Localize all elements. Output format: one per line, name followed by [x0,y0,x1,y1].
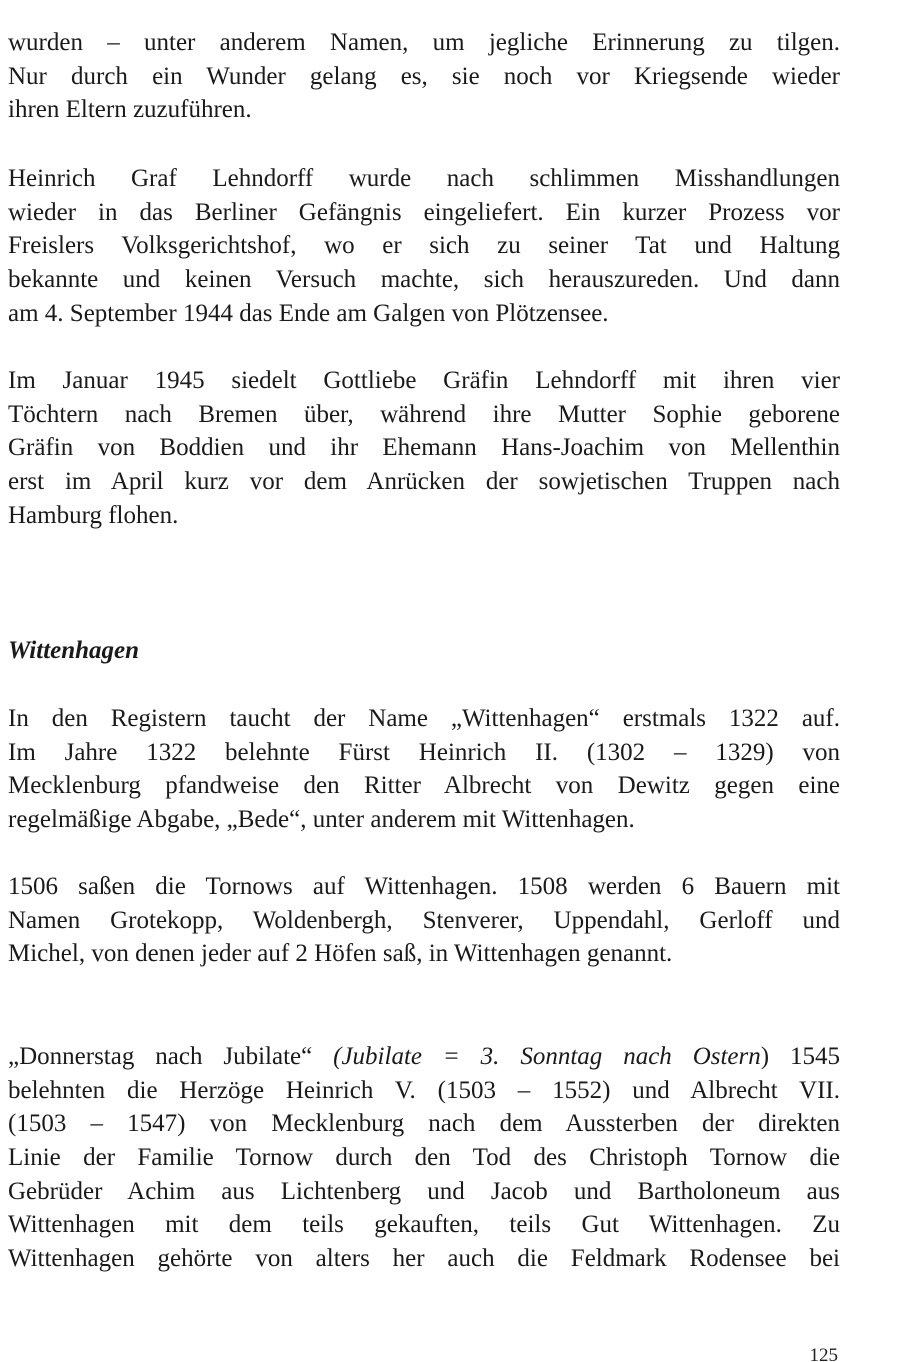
text-line: (1503 – 1547) von Mecklenburg nach dem Aussterben der direkten [8,1110,840,1138]
text-line: Namen Grotekopp, Woldenbergh, Stenverer, Uppendahl, Gerloff und [8,906,840,934]
text-line: Michel, von denen jeder auf 2 Höfen saß, in Wittenhagen genannt. [8,940,673,968]
text-line: Gebrüder Achim aus Lichtenberg und Jacob und Bartholoneum aus [8,1177,840,1205]
italic-note: (Jubilate = 3. Sonntag nach Ostern [333,1043,761,1070]
text-line [8,1040,840,1074]
text-line: ihren Eltern zuzuführen. [8,96,252,124]
paragraph-2 [8,162,840,330]
section-paragraph-1 [8,702,840,837]
paragraph-1 [8,26,840,127]
text-line: Im Januar 1945 siedelt Gottliebe Gräfin Lehndorff mit ihren vier [8,367,840,394]
paragraph-3 [8,364,840,532]
text-line: am 4. September 1944 das Ende am Galgen von Plötzensee. [8,299,609,327]
text-line: Wittenhagen mit dem teils gekauften, teils Gut Wittenhagen. Zu [8,1211,840,1239]
text-line: Heinrich Graf Lehndorff wurde nach schlimmen Misshandlungen [8,165,840,192]
text-line: erst im April kurz vor dem Anrücken der sowjetischen Truppen nach [8,468,840,496]
section-heading: Wittenhagen [8,637,140,664]
page-number: 125 [809,1345,838,1362]
text-line: regelmäßige Abgabe, „Bede“, unter anderem mit Wittenhagen. [8,806,635,834]
section-paragraph-2 [8,870,840,971]
text-line: Gräfin von Boddien und ihr Ehemann Hans-Joachim von Mellenthin [8,434,840,462]
text-line: wurden – unter anderem Namen, um jegliche Erinnerung zu tilgen. [8,29,840,56]
section-paragraph-3 [8,1040,840,1276]
text-line: Im Jahre 1322 belehnte Fürst Heinrich II. (1302 – 1329) von [8,738,840,766]
text-line: Wittenhagen gehörte von alters her auch die Feldmark Rodensee bei [8,1245,840,1273]
text-line: Freislers Volksgerichtshof, wo er sich zu seiner Tat und Haltung [8,232,840,260]
text-line: Mecklenburg pfandweise den Ritter Albrecht von Dewitz gegen eine [8,772,840,800]
text-segment: ) 1545 [760,1043,841,1070]
text-line: Linie der Familie Tornow durch den Tod des Christoph Tornow die [8,1144,840,1172]
text-line: wieder in das Berliner Gefängnis eingeliefert. Ein kurzer Prozess vor [8,198,840,226]
text-line: Töchtern nach Bremen über, während ihre Mutter Sophie geborene [8,400,840,428]
text-line: bekannte und keinen Versuch machte, sich herauszureden. Und dann [8,266,840,294]
text-line: Hamburg flohen. [8,501,179,529]
text-line: Nur durch ein Wunder gelang es, sie noch vor Kriegsende wieder [8,62,840,90]
text-line: 1506 saßen die Tornows auf Wittenhagen. 1508 werden 6 Bauern mit [8,873,840,900]
text-segment: „Donnerstag nach Jubilate“ [8,1043,334,1070]
text-line: In den Registern taucht der Name „Wittenhagen“ erstmals 1322 auf. [8,705,840,732]
text-line: belehnten die Herzöge Heinrich V. (1503 – 1552) und Albrecht VII. [8,1076,840,1104]
